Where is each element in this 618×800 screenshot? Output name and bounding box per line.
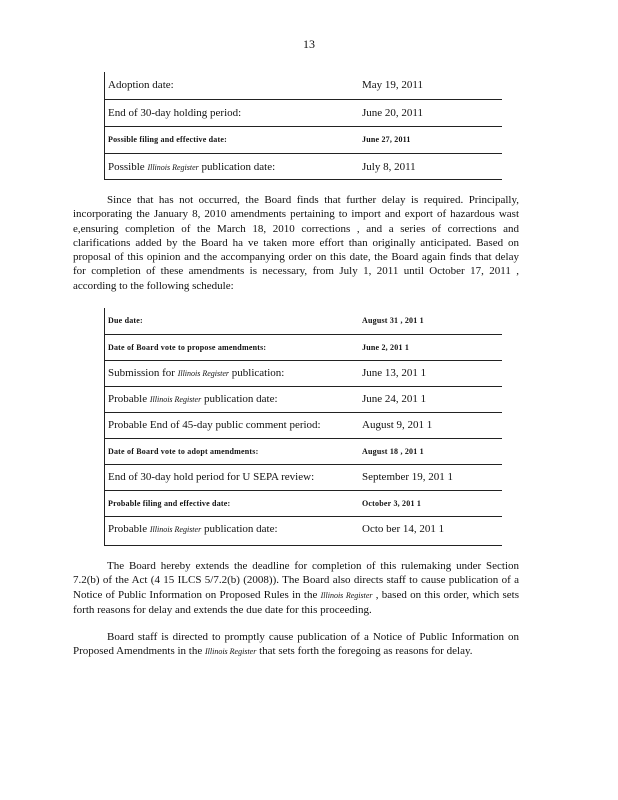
schedule-label: End of 30-day hold period for U SEPA review: — [108, 471, 315, 483]
schedule-label — [104, 153, 358, 180]
schedule-date: October 3, 201 1 — [362, 498, 422, 508]
paragraph-delay-reason — [73, 193, 519, 293]
schedule-label: Probable filing and effective date: — [108, 498, 231, 508]
label-pre: Probable — [108, 393, 150, 405]
schedule-date: September 19, 201 1 — [362, 471, 454, 483]
schedule-row — [104, 308, 502, 334]
illinois-register-ref: Illinois Register — [205, 647, 257, 657]
schedule-row — [104, 334, 502, 360]
schedule-row — [104, 126, 502, 153]
illinois-register-label: Illinois Register — [147, 162, 199, 172]
schedule-label — [104, 516, 358, 542]
schedule-label — [104, 360, 358, 386]
schedule-label: Probable End of 45-day public comment period: — [108, 419, 321, 431]
label-pre: Submission for — [108, 367, 178, 379]
label-post: publication date: — [201, 393, 278, 405]
label-post: publication: — [229, 367, 285, 379]
paragraph-staff-post: that sets forth the foregoing as reasons for delay. — [256, 645, 473, 658]
schedule-row — [104, 516, 502, 542]
schedule-table-2 — [104, 308, 502, 542]
schedule-row — [104, 438, 502, 464]
schedule-date: July 8, 2011 — [362, 160, 416, 173]
schedule-date: June 24, 201 1 — [362, 393, 427, 405]
schedule-date: May 19, 2011 — [362, 79, 424, 92]
schedule-date: August 18 , 201 1 — [362, 446, 424, 456]
schedule-label: Possible filing and effective date: — [108, 135, 227, 144]
paragraph-staff-direction — [73, 630, 519, 660]
schedule-row — [104, 464, 502, 490]
schedule-date: June 27, 2011 — [362, 135, 411, 144]
schedule-date: June 13, 201 1 — [362, 367, 427, 379]
illinois-register-ref: Illinois Register — [320, 590, 373, 600]
illinois-register-label: Illinois Register — [149, 525, 202, 535]
label-post: publication date: — [198, 160, 276, 173]
schedule-row — [104, 412, 502, 438]
schedule-label: Adoption date: — [108, 79, 174, 92]
schedule-row — [104, 360, 502, 386]
schedule-row — [104, 386, 502, 412]
label-post: publication date: — [201, 523, 278, 536]
schedule-label: Date of Board vote to propose amendments: — [108, 342, 267, 352]
schedule-date: June 20, 2011 — [362, 106, 424, 119]
schedule-date: August 9, 201 1 — [362, 419, 433, 431]
paragraph-extension-post: , based on this order, which sets forth reasons for delay and extends the due date for this proceeding. — [73, 588, 520, 616]
table2-bottom-border — [104, 545, 502, 546]
table1-bottom-border — [104, 179, 502, 180]
schedule-label — [104, 386, 358, 412]
schedule-date: Octo ber 14, 201 1 — [362, 523, 445, 536]
schedule-label: Date of Board vote to adopt amendments: — [108, 446, 259, 456]
schedule-table-1 — [104, 72, 502, 180]
label-pre: Probable — [108, 523, 150, 536]
schedule-label: Due date: — [108, 316, 143, 326]
paragraph-extension-pre: The Board hereby extends the deadline for completion of this rulemaking under Section 7.2(b) of the Act (4 15 ILCS 5/7.2(b) (2008)). The Board also directs staff to cause publication of a Notice of Public Information on Proposed Rules in the — [73, 560, 519, 601]
schedule-row — [104, 99, 502, 126]
page-number: 13 — [303, 37, 315, 51]
paragraph-extension — [73, 559, 519, 617]
illinois-register-label: Illinois Register — [149, 395, 202, 404]
label-pre: Possible — [108, 160, 148, 173]
schedule-row — [104, 153, 502, 180]
schedule-date: August 31 , 201 1 — [362, 316, 424, 326]
schedule-label: End of 30-day holding period: — [108, 106, 242, 119]
illinois-register-label: Illinois Register — [177, 369, 230, 378]
schedule-row — [104, 72, 502, 99]
paragraph-staff-pre: Board staff is directed to promptly cause publication of a Notice of Public Information on Proposed Amendments in the — [73, 631, 519, 658]
schedule-date: June 2, 201 1 — [362, 342, 410, 352]
schedule-row — [104, 490, 502, 516]
paragraph-delay-text: Since that has not occurred, the Board finds that further delay is required. Principally, incorporating the January 8, 2010 amendments pertaining to import and export of hazardous wast e,ensuring completion of the March 18, 2010 corrections , and a series of corrections and clarifications added by the Board ha ve taken more effort than originally anticipated. Based on proposal of this opinion and the accompanying order on this date, the Board again finds that delay for completion of these amendments is necessary, from July 1, 2011 until October 17, 2011 , according to the following schedule: — [73, 194, 519, 292]
